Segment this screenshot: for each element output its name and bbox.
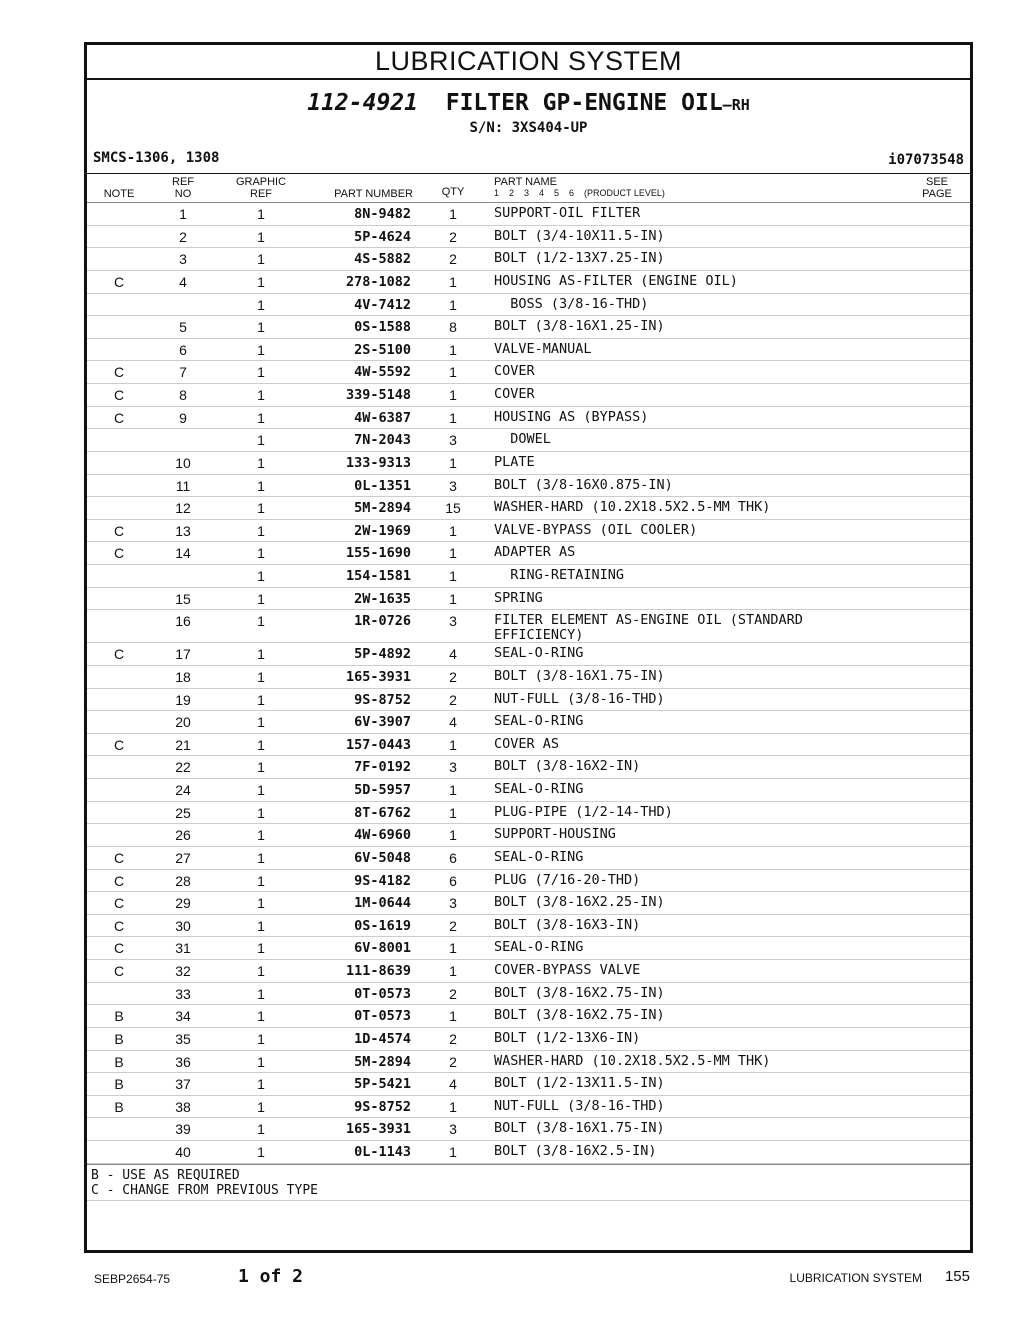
serial-number: S/N: 3XS404-UP (469, 120, 588, 136)
row-ref-no: 28 (175, 872, 191, 889)
page-footer (0, 1266, 1020, 1292)
table-row (87, 339, 970, 362)
footer-section: LUBRICATION SYSTEM (789, 1271, 922, 1285)
table-row (87, 915, 970, 938)
row-graphic-ref: 1 (257, 1030, 265, 1047)
table-row (87, 711, 970, 734)
row-ref-no: 10 (175, 454, 191, 471)
row-part-name: BOLT (3/8-16X2.5-IN) (494, 1143, 657, 1159)
row-note: C (113, 736, 125, 753)
row-ref-no: 27 (175, 849, 191, 866)
row-graphic-ref: 1 (257, 613, 265, 630)
row-part-name: HOUSING AS (BYPASS) (494, 408, 649, 425)
table-row (87, 847, 970, 870)
row-note: C (113, 872, 125, 889)
row-part-number: 7F-0192 (354, 759, 411, 776)
row-part-number: 2W-1969 (354, 522, 411, 539)
col-graphic-ref-line2: REF (250, 188, 272, 200)
row-note: C (113, 963, 125, 979)
row-part-number: 9S-8752 (354, 691, 411, 708)
row-graphic-ref: 1 (257, 387, 265, 403)
row-qty: 3 (449, 759, 457, 776)
row-qty: 3 (449, 895, 457, 912)
row-qty: 4 (449, 714, 457, 731)
row-part-number: 111-8639 (345, 963, 411, 979)
table-row (87, 475, 970, 498)
table-row (87, 429, 970, 452)
row-graphic-ref: 1 (257, 273, 265, 290)
row-part-name: PLUG (7/16-20-THD) (494, 871, 641, 888)
group-name: FILTER GP-ENGINE OIL (445, 90, 723, 116)
row-part-number: 7N-2043 (354, 432, 411, 449)
row-qty: 2 (449, 917, 457, 934)
table-row (87, 497, 970, 520)
row-qty: 1 (449, 782, 457, 798)
row-graphic-ref: 1 (257, 895, 265, 912)
row-part-number: 5P-5421 (354, 1076, 411, 1093)
row-ref-no: 26 (175, 827, 191, 844)
row-ref-no: 25 (175, 804, 191, 821)
row-note: C (113, 409, 125, 426)
row-part-name: BOLT (3/8-16X3-IN) (494, 916, 641, 933)
row-qty: 1 (449, 1098, 457, 1115)
table-row (87, 565, 970, 588)
row-ref-no: 13 (175, 522, 191, 539)
row-qty: 1 (449, 568, 457, 584)
smcs-code: SMCS-1306, 1308 (93, 150, 220, 166)
table-row (87, 520, 970, 543)
group-part-number: 112-4921 (307, 90, 419, 116)
row-part-name: VALVE-MANUAL (494, 340, 592, 357)
row-graphic-ref: 1 (257, 1098, 265, 1115)
row-graphic-ref: 1 (257, 963, 265, 979)
row-part-name: NUT-FULL (3/8-16-THD) (494, 1097, 665, 1114)
row-ref-no: 15 (175, 590, 191, 607)
row-part-number: 2W-1635 (354, 590, 411, 607)
row-part-number: 1R-0726 (354, 613, 411, 630)
table-row (87, 361, 970, 384)
row-qty: 1 (449, 522, 457, 539)
row-qty: 2 (449, 1030, 457, 1047)
row-ref-no: 24 (175, 782, 191, 798)
row-qty: 3 (449, 477, 457, 494)
row-ref-no: 39 (175, 1121, 191, 1138)
row-note: B (114, 1098, 124, 1115)
row-ref-no: 35 (175, 1030, 191, 1047)
row-ref-no: 36 (175, 1053, 191, 1070)
row-qty: 2 (449, 251, 457, 268)
row-graphic-ref: 1 (257, 917, 265, 934)
row-ref-no: 34 (175, 1008, 191, 1025)
row-part-number: 0T-0573 (354, 1008, 411, 1025)
row-part-name: SEAL-O-RING (494, 645, 584, 662)
row-ref-no: 19 (175, 691, 191, 708)
row-part-name: PLATE (494, 453, 535, 470)
table-row (87, 384, 970, 407)
row-graphic-ref: 1 (257, 500, 265, 517)
row-graphic-ref: 1 (257, 691, 265, 708)
row-ref-no: 40 (175, 1144, 191, 1160)
row-qty: 1 (449, 387, 457, 403)
col-part-number: PART NUMBER (334, 188, 413, 200)
row-part-name: SUPPORT-OIL FILTER (494, 205, 641, 221)
row-note: B (114, 1030, 124, 1047)
col-see-page-line1: SEE (925, 176, 948, 188)
table-row (87, 1005, 970, 1028)
row-part-number: 0S-1619 (354, 917, 411, 934)
row-graphic-ref: 1 (257, 1076, 265, 1093)
row-graphic-ref: 1 (257, 1121, 265, 1138)
row-graphic-ref: 1 (257, 1053, 265, 1070)
table-row (87, 1096, 970, 1119)
row-part-name: NUT-FULL (3/8-16-THD) (494, 690, 665, 707)
row-part-name: FILTER ELEMENT AS-ENGINE OIL (STANDARD EFFICIENCY) (494, 612, 803, 644)
note-b: B - USE AS REQUIRED (91, 1167, 240, 1183)
row-qty: 2 (449, 228, 457, 245)
row-qty: 4 (449, 1076, 457, 1093)
row-ref-no: 11 (175, 477, 191, 494)
row-part-number: 4W-6387 (354, 409, 411, 426)
table-row (87, 1118, 970, 1141)
row-part-name: BOLT (1/2-13X7.25-IN) (494, 250, 665, 267)
row-part-number: 4W-6960 (354, 827, 411, 844)
row-part-name: BOLT (3/8-16X1.75-IN) (494, 667, 665, 684)
row-part-name: BOSS (3/8-16-THD) (494, 295, 649, 312)
row-part-number: 1D-4574 (354, 1030, 411, 1047)
row-part-name: BOLT (3/8-16X2.75-IN) (494, 984, 665, 1001)
row-ref-no: 8 (179, 387, 187, 403)
row-qty: 1 (449, 804, 457, 821)
row-ref-no: 1 (179, 206, 187, 222)
row-part-number: 0S-1588 (354, 319, 411, 336)
table-row (87, 1073, 970, 1096)
table-row (87, 588, 970, 611)
table-row (87, 779, 970, 802)
row-part-name: BOLT (3/8-16X0.875-IN) (494, 476, 673, 493)
row-graphic-ref: 1 (257, 736, 265, 753)
row-ref-no: 31 (175, 940, 191, 957)
row-ref-no: 17 (175, 646, 191, 663)
row-graphic-ref: 1 (257, 827, 265, 844)
row-qty: 1 (449, 296, 457, 313)
table-row (87, 666, 970, 689)
row-note: C (113, 646, 125, 663)
row-ref-no: 12 (175, 500, 191, 517)
row-graphic-ref: 1 (257, 251, 265, 268)
row-part-number: 9S-4182 (354, 872, 411, 889)
table-row (87, 248, 970, 271)
row-graphic-ref: 1 (257, 804, 265, 821)
page-number: 155 (944, 1268, 970, 1285)
row-part-name: SUPPORT-HOUSING (494, 826, 616, 843)
row-part-number: 2S-5100 (354, 341, 411, 358)
row-part-name: WASHER-HARD (10.2X18.5X2.5-MM THK) (494, 1052, 771, 1069)
row-part-number: 8T-6762 (354, 804, 411, 821)
row-part-name: VALVE-BYPASS (OIL COOLER) (494, 521, 698, 538)
row-ref-no: 6 (179, 341, 187, 358)
table-row (87, 1141, 970, 1164)
table-row (87, 734, 970, 757)
row-part-name: DOWEL (494, 431, 551, 448)
row-qty: 8 (449, 319, 457, 336)
row-qty: 1 (449, 1008, 457, 1025)
col-qty: QTY (441, 186, 465, 198)
row-part-name: BOLT (3/4-10X11.5-IN) (494, 227, 665, 244)
row-qty: 2 (449, 668, 457, 685)
row-part-number: 9S-8752 (354, 1098, 411, 1115)
row-qty: 6 (449, 872, 457, 889)
table-row (87, 271, 970, 294)
row-part-number: 4V-7412 (354, 296, 411, 313)
row-part-name: BOLT (3/8-16X2.25-IN) (494, 894, 665, 911)
row-qty: 1 (449, 341, 457, 358)
table-row (87, 983, 970, 1006)
row-part-name: HOUSING AS-FILTER (ENGINE OIL) (494, 272, 738, 289)
row-graphic-ref: 1 (257, 590, 265, 607)
row-part-number: 5P-4624 (354, 228, 411, 245)
row-part-number: 6V-3907 (354, 714, 411, 731)
row-note: C (113, 849, 125, 866)
row-part-number: 133-9313 (345, 454, 411, 471)
row-part-name: BOLT (3/8-16X2.75-IN) (494, 1007, 665, 1024)
row-part-name: COVER-BYPASS VALVE (494, 962, 641, 978)
row-qty: 1 (449, 364, 457, 381)
row-ref-no: 5 (179, 319, 187, 336)
row-note: C (113, 364, 125, 381)
row-note: C (113, 273, 125, 290)
row-qty: 1 (449, 590, 457, 607)
table-row (87, 1051, 970, 1074)
row-qty: 1 (449, 409, 457, 426)
row-qty: 2 (449, 1053, 457, 1070)
row-graphic-ref: 1 (257, 206, 265, 222)
row-part-number: 0T-0573 (354, 985, 411, 1002)
row-ref-no: 37 (175, 1076, 191, 1093)
row-part-name: WASHER-HARD (10.2X18.5X2.5-MM THK) (494, 499, 771, 516)
row-qty: 3 (449, 432, 457, 449)
row-qty: 1 (449, 736, 457, 753)
row-graphic-ref: 1 (257, 646, 265, 663)
row-note: B (114, 1053, 124, 1070)
row-part-number: 157-0443 (345, 736, 411, 753)
table-row (87, 316, 970, 339)
table-row (87, 937, 970, 960)
row-part-name: COVER AS (494, 735, 560, 752)
table-row (87, 870, 970, 893)
row-part-name: SEAL-O-RING (494, 939, 584, 956)
row-graphic-ref: 1 (257, 849, 265, 866)
row-ref-no: 18 (175, 668, 191, 685)
group-header (87, 80, 970, 174)
row-part-number: 8N-9482 (354, 206, 411, 222)
row-part-name: SEAL-O-RING (494, 713, 584, 730)
row-qty: 1 (449, 940, 457, 957)
row-part-number: 278-1082 (345, 273, 411, 290)
column-headers (87, 174, 970, 203)
row-note: C (113, 940, 125, 957)
row-note: C (113, 895, 125, 912)
row-qty: 1 (449, 545, 457, 562)
table-row (87, 294, 970, 317)
row-part-number: 5D-5957 (354, 782, 411, 798)
table-row (87, 689, 970, 712)
table-row (87, 542, 970, 565)
row-part-number: 4S-5882 (354, 251, 411, 268)
table-row (87, 610, 970, 643)
row-graphic-ref: 1 (257, 364, 265, 381)
row-part-name: BOLT (1/2-13X11.5-IN) (494, 1075, 665, 1092)
col-see-page-line2: PAGE (922, 188, 952, 200)
row-part-name: BOLT (3/8-16X2-IN) (494, 758, 641, 775)
row-part-number: 155-1690 (345, 545, 411, 562)
illustration-id: i07073548 (888, 152, 964, 168)
row-graphic-ref: 1 (257, 341, 265, 358)
table-row (87, 452, 970, 475)
row-graphic-ref: 1 (257, 228, 265, 245)
row-qty: 2 (449, 691, 457, 708)
parts-table (87, 203, 970, 1164)
row-part-number: 165-3931 (345, 668, 411, 685)
row-part-number: 154-1581 (345, 568, 411, 584)
section-title: LUBRICATION SYSTEM (87, 45, 970, 80)
group-side: –RH (722, 96, 750, 114)
row-qty: 1 (449, 454, 457, 471)
table-row (87, 643, 970, 666)
row-part-name: PLUG-PIPE (1/2-14-THD) (494, 803, 673, 820)
row-ref-no: 32 (175, 963, 191, 979)
table-row (87, 756, 970, 779)
row-part-number: 6V-8001 (354, 940, 411, 957)
row-graphic-ref: 1 (257, 1144, 265, 1160)
table-row (87, 226, 970, 249)
row-part-name: SPRING (494, 589, 543, 606)
row-note: C (113, 387, 125, 403)
row-graphic-ref: 1 (257, 477, 265, 494)
row-part-name: SEAL-O-RING (494, 848, 584, 865)
row-graphic-ref: 1 (257, 522, 265, 539)
row-part-number: 4W-5592 (354, 364, 411, 381)
row-note: C (113, 545, 125, 562)
row-part-number: 0L-1143 (354, 1144, 411, 1160)
row-note: B (114, 1076, 124, 1093)
row-qty: 4 (449, 646, 457, 663)
row-graphic-ref: 1 (257, 296, 265, 313)
row-ref-no: 21 (175, 736, 191, 753)
row-qty: 3 (449, 1121, 457, 1138)
row-graphic-ref: 1 (257, 568, 265, 584)
row-note: C (113, 522, 125, 539)
row-graphic-ref: 1 (257, 759, 265, 776)
row-qty: 1 (449, 963, 457, 979)
row-graphic-ref: 1 (257, 1008, 265, 1025)
row-graphic-ref: 1 (257, 985, 265, 1002)
row-ref-no: 30 (175, 917, 191, 934)
row-part-number: 339-5148 (345, 387, 411, 403)
row-graphic-ref: 1 (257, 940, 265, 957)
col-graphic-ref-line1: GRAPHIC (235, 176, 287, 188)
table-row (87, 802, 970, 825)
row-ref-no: 22 (175, 759, 191, 776)
row-part-number: 5P-4892 (354, 646, 411, 663)
row-qty: 6 (449, 849, 457, 866)
row-graphic-ref: 1 (257, 319, 265, 336)
row-graphic-ref: 1 (257, 872, 265, 889)
note-c: C - CHANGE FROM PREVIOUS TYPE (91, 1182, 318, 1198)
row-part-name: RING-RETAINING (494, 567, 625, 583)
row-graphic-ref: 1 (257, 454, 265, 471)
row-part-name: COVER (494, 363, 535, 380)
row-ref-no: 2 (179, 228, 187, 245)
row-part-number: 5M-2894 (354, 1053, 411, 1070)
table-row (87, 1028, 970, 1051)
col-note: NOTE (103, 188, 135, 200)
row-part-number: 5M-2894 (354, 500, 411, 517)
row-part-number: 165-3931 (345, 1121, 411, 1138)
row-note: C (113, 917, 125, 934)
row-ref-no: 4 (179, 273, 187, 290)
doc-number: SEBP2654-75 (94, 1272, 171, 1286)
row-qty: 2 (449, 985, 457, 1002)
row-graphic-ref: 1 (257, 409, 265, 426)
notes-block (87, 1164, 970, 1201)
row-ref-no: 14 (175, 545, 191, 562)
col-ref-no-line1: REF (172, 176, 194, 188)
table-row (87, 203, 970, 226)
row-ref-no: 7 (179, 364, 187, 381)
row-graphic-ref: 1 (257, 668, 265, 685)
table-row (87, 407, 970, 430)
row-part-name: COVER (494, 386, 535, 402)
row-part-name: SEAL-O-RING (494, 781, 584, 797)
parts-list-frame (84, 42, 973, 1253)
row-qty: 3 (449, 613, 457, 630)
group-title (87, 90, 970, 116)
row-ref-no: 38 (175, 1098, 191, 1115)
row-ref-no: 9 (179, 409, 187, 426)
row-graphic-ref: 1 (257, 782, 265, 798)
row-qty: 1 (449, 827, 457, 844)
row-part-name: BOLT (3/8-16X1.25-IN) (494, 318, 665, 335)
page-of: 1 of 2 (238, 1266, 304, 1287)
row-part-number: 1M-0644 (354, 895, 411, 912)
table-row (87, 960, 970, 983)
row-part-name: BOLT (3/8-16X1.75-IN) (494, 1120, 665, 1137)
row-ref-no: 3 (179, 251, 187, 268)
row-graphic-ref: 1 (257, 545, 265, 562)
row-ref-no: 33 (175, 985, 191, 1002)
table-row (87, 824, 970, 847)
col-part-name: PART NAME (494, 176, 557, 188)
row-ref-no: 16 (175, 613, 191, 630)
row-qty: 1 (449, 206, 457, 222)
row-graphic-ref: 1 (257, 714, 265, 731)
row-graphic-ref: 1 (257, 432, 265, 449)
col-ref-no-line2: NO (174, 188, 192, 200)
col-product-levels: 1 2 3 4 5 6 (PRODUCT LEVEL) (494, 188, 665, 198)
row-qty: 15 (445, 500, 461, 517)
row-part-name: BOLT (1/2-13X6-IN) (494, 1029, 641, 1046)
row-ref-no: 20 (175, 714, 191, 731)
row-ref-no: 29 (175, 895, 191, 912)
table-row (87, 892, 970, 915)
row-part-number: 0L-1351 (354, 477, 411, 494)
row-part-name: ADAPTER AS (494, 544, 576, 561)
row-qty: 1 (449, 1144, 457, 1160)
row-qty: 1 (449, 273, 457, 290)
row-part-number: 6V-5048 (354, 849, 411, 866)
row-note: B (114, 1008, 124, 1025)
